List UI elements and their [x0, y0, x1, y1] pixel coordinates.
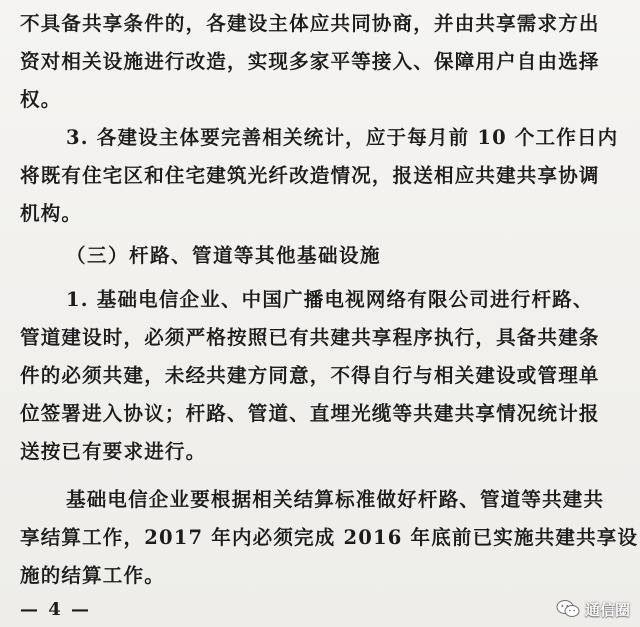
paragraph-line-13: 基础电信企业要根据相关结算标准做好杆路、管道等共建共: [66, 488, 605, 511]
paragraph-line-1: 不具备共享条件的，各建设主体应共同协商，并由共享需求方出: [20, 12, 600, 35]
section-heading: （三）杆路、管道等其他基础设施: [66, 244, 382, 267]
paragraph-line-4: 3. 各建设主体要完善相关统计，应于每月前 10 个工作日内: [66, 126, 619, 149]
page-number: — 4 —: [20, 599, 92, 620]
paragraph-line-12: 送按已有要求进行。: [20, 440, 207, 463]
paragraph-line-3: 权。: [20, 88, 62, 111]
paragraph-line-8: 1. 基础电信企业、中国广播电视网络有限公司进行杆路、: [66, 288, 594, 311]
paragraph-line-6: 机构。: [20, 202, 83, 225]
source-watermark: [556, 596, 630, 622]
paragraph-line-10: 件的必须共建，未经共建方同意，不得自行与相关建设或管理单: [20, 364, 600, 387]
paragraph-line-11: 位签署进入协议；杆路、管道、直埋光缆等共建共享情况统计报: [20, 402, 600, 425]
watermark-label: 通信圈: [584, 600, 630, 619]
paragraph-line-2: 资对相关设施进行改造，实现多家平等接入、保障用户自由选择: [20, 50, 600, 73]
paragraph-line-9: 管道建设时，必须严格按照已有共建共享程序执行，具备共建条: [20, 326, 600, 349]
wechat-icon: [556, 599, 580, 619]
paragraph-line-15: 施的结算工作。: [20, 564, 165, 587]
paragraph-line-14: 享结算工作，2017 年内必须完成 2016 年底前已实施共建共享设: [20, 526, 639, 549]
paragraph-line-5: 将既有住宅区和住宅建筑光纤改造情况，报送相应共建共享协调: [20, 164, 600, 187]
